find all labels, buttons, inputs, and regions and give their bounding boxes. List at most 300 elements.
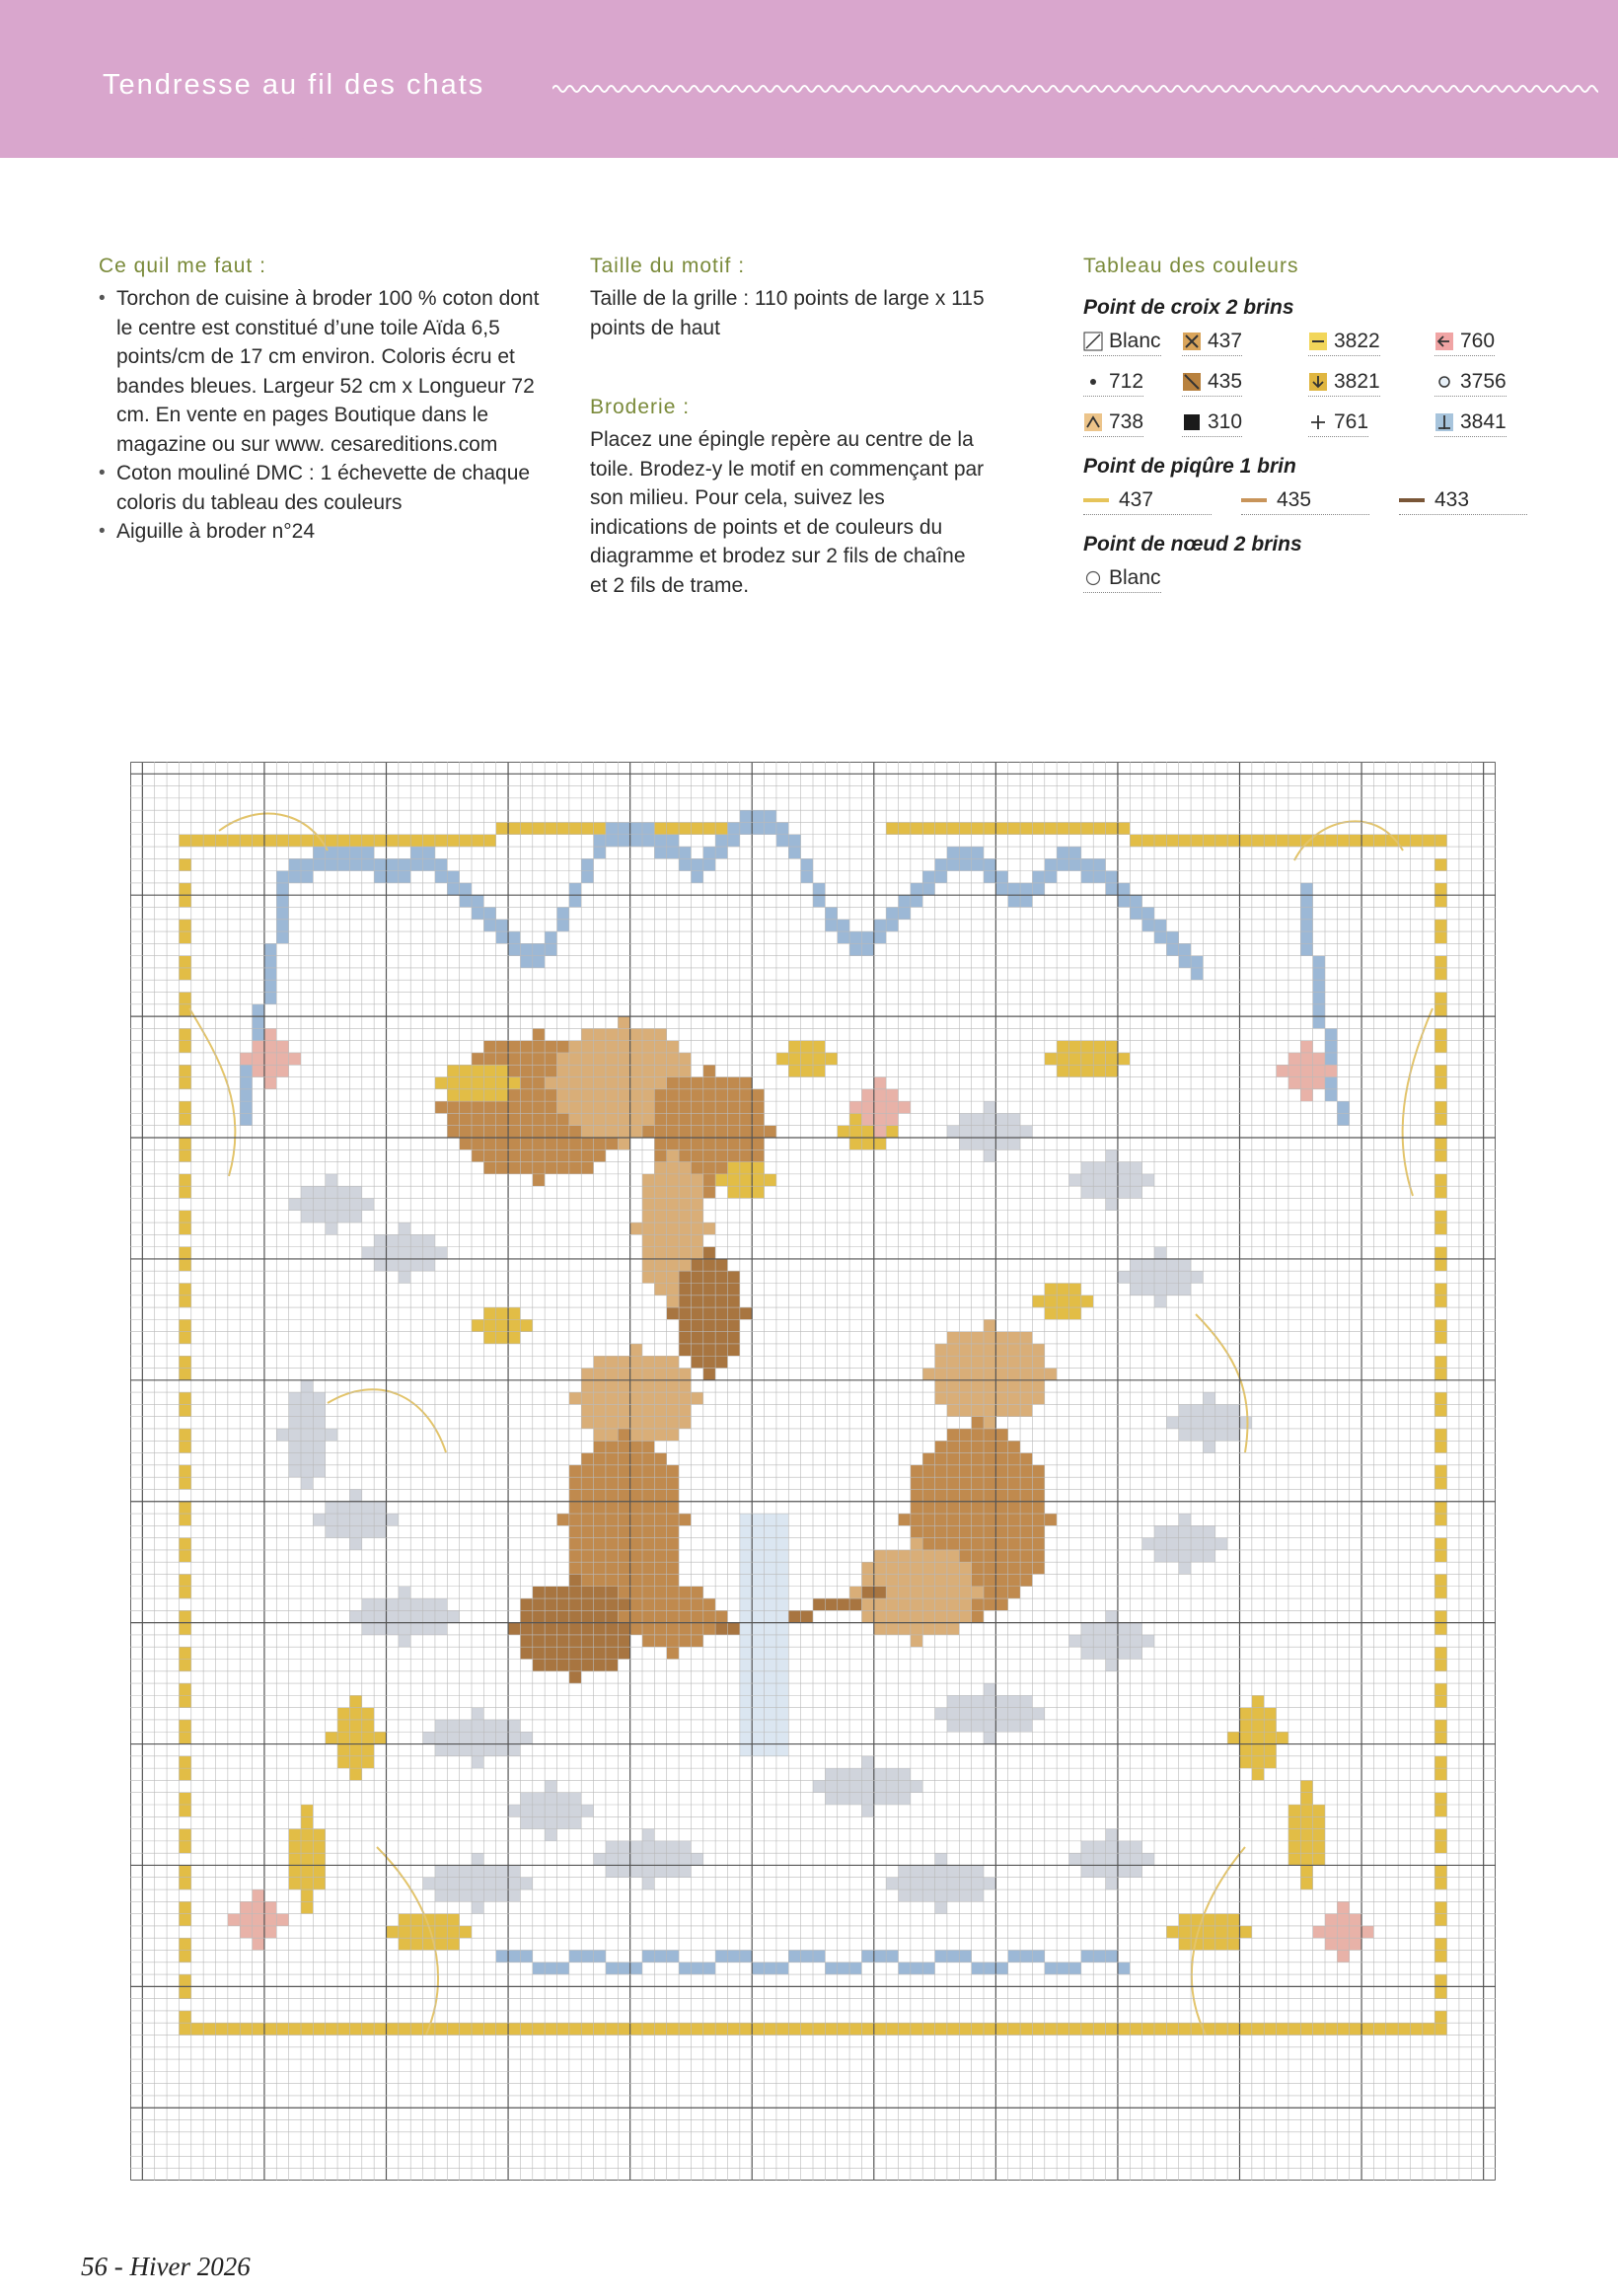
cat-right-stitch [935,1356,947,1368]
jug-stitch [752,1695,764,1707]
cat-right-stitch [947,1356,959,1368]
cat-big-stitch [533,1113,545,1125]
leaf-stitch [289,1429,301,1441]
cat-big-stitch [496,1053,508,1065]
cat-right-stitch [874,1623,886,1635]
cat-big-stitch [606,1028,618,1040]
cat-big-stitch [691,1149,702,1161]
leaf-gold-stitch [838,1126,849,1138]
flower-stitch [886,1101,898,1113]
frame-stitch [1215,2023,1227,2035]
frame-stitch [326,835,337,847]
cat-right-stitch [959,1369,971,1380]
ribbon-stitch [642,835,654,847]
leaf-stitch [362,1610,374,1622]
leaf-stitch [1166,1283,1178,1295]
ribbon-stitch [667,835,679,847]
cat-right-stitch [922,1453,934,1465]
kitten-stitch [618,1404,629,1416]
leaf-stitch [362,1525,374,1537]
cat-right-stitch [935,1538,947,1550]
flower-stitch [1337,1901,1349,1913]
cat-right-stitch [1045,1369,1057,1380]
cat-big-stitch [557,1089,569,1101]
cat-big-stitch [654,1198,666,1210]
cat-right-stitch [1032,1514,1044,1525]
frame-stitch [179,1477,190,1489]
legend-label: 3841 [1460,410,1507,433]
leaf-gold-stitch [1240,1708,1252,1720]
kitten-stitch [642,1477,654,1489]
cat-big-stitch [483,1041,495,1053]
leaf-gold-stitch [496,1319,508,1331]
ribbon-stitch [1300,943,1312,955]
cat-tail-stitch [861,1587,873,1598]
leaf-gold-stitch [788,1053,800,1065]
jug-stitch [776,1550,788,1562]
cat-big-stitch [765,1126,776,1138]
cat-big-stitch [533,1053,545,1065]
leaf-stitch [533,1805,545,1816]
kitten-stitch [533,1598,545,1610]
cat-right-stitch [959,1404,971,1416]
frame-stitch [1434,835,1446,847]
frame-stitch [179,1768,190,1780]
flower-stitch [1350,1938,1361,1950]
cat-right-stitch [922,1514,934,1525]
leaf-stitch [922,1878,934,1889]
frame-stitch [1093,822,1105,834]
frame-stitch [179,895,190,907]
leaf-stitch [508,1889,520,1901]
cat-big-stitch [630,1126,642,1138]
jug-stitch [776,1610,788,1622]
ribbon-stitch [1142,920,1154,931]
kitten-stitch [654,1587,666,1598]
leaf-stitch [520,1878,532,1889]
leaf-gold-stitch [301,1889,313,1901]
leaf-stitch [313,1429,325,1441]
kitten-stitch [569,1671,581,1683]
frame-stitch [545,822,556,834]
cat-big-stitch [654,1041,666,1053]
kitten-stitch [630,1550,642,1562]
cat-right-stitch [947,1574,959,1586]
leaf-stitch [1106,1878,1118,1889]
legend-label: 3821 [1334,370,1380,393]
ribbon-stitch [1081,858,1093,870]
leaf-gold-stitch [1179,1914,1191,1926]
leaf-stitch [460,1865,472,1877]
leaf-stitch [886,1878,898,1889]
frame-stitch [179,1392,190,1404]
frame-stitch [667,822,679,834]
ribbon-stitch [399,871,410,883]
cat-right-stitch [984,1550,995,1562]
cat-right-stitch [922,1369,934,1380]
leaf-gold-stitch [508,1077,520,1089]
ribbon-stitch [545,943,556,955]
ribbon-stitch [630,835,642,847]
cat-big-stitch [691,1089,702,1101]
leaf-stitch [1069,1635,1081,1647]
leaf-stitch [289,1392,301,1404]
leaf-stitch [460,1889,472,1901]
kitten-stitch [606,1538,618,1550]
cat-big-stitch [667,1149,679,1161]
kitten-stitch [642,1635,654,1647]
frame-stitch [1288,2023,1300,2035]
leaf-stitch [435,1878,447,1889]
ribbon-stitch [679,1963,691,1974]
leaf-stitch [1179,1429,1191,1441]
leaf-stitch [1215,1404,1227,1416]
leaf-stitch [508,1865,520,1877]
cat-big-stitch [715,1077,727,1089]
jug-stitch [740,1635,752,1647]
frame-stitch [410,2023,422,2035]
ribbon-stitch [972,847,984,858]
ribbon-stitch [654,847,666,858]
cat-big-stitch [654,1126,666,1138]
frame-stitch [911,822,922,834]
ribbon-stitch [813,895,825,907]
leaf-gold-stitch [337,1708,349,1720]
leaf-stitch [435,1720,447,1732]
flower-stitch [1361,1926,1373,1938]
jug-stitch [740,1660,752,1671]
leaf-stitch [1191,1538,1203,1550]
jug-stitch [740,1538,752,1550]
frame-stitch [191,835,203,847]
kitten-stitch [691,1635,702,1647]
frame-stitch [1434,1865,1446,1877]
frame-stitch [922,2023,934,2035]
flower-stitch [899,1101,911,1113]
cat-right-stitch [959,1441,971,1452]
ribbon-stitch [1106,871,1118,883]
cat-right-stitch [1008,1380,1020,1392]
ribbon-stitch [472,907,483,919]
leaf-stitch [667,1841,679,1853]
frame-stitch [1106,822,1118,834]
ribbon-stitch [922,871,934,883]
ribbon-stitch [1179,943,1191,955]
frame-stitch [179,993,190,1004]
ribbon-stitch [715,835,727,847]
leaf-stitch [326,1186,337,1198]
cat-right-stitch [984,1453,995,1465]
cat-big-stitch [545,1113,556,1125]
cat-big-stitch [581,1138,593,1149]
leaf-gold-stitch [520,1319,532,1331]
ribbon-stitch [838,1963,849,1974]
cat-big-stitch [569,1126,581,1138]
cat-right-stitch [972,1538,984,1550]
kitten-stitch [594,1635,606,1647]
leaf-stitch [362,1247,374,1259]
frame-stitch [1130,2023,1141,2035]
frame-stitch [1434,1041,1446,1053]
cat-right-stitch [995,1441,1007,1452]
cat-big-stitch [483,1101,495,1113]
kitten-stitch [618,1610,629,1622]
leaf-stitch [313,1186,325,1198]
jug-stitch [752,1671,764,1683]
leaf-stitch [1118,1162,1130,1174]
kitten-stitch [642,1369,654,1380]
leaf-stitch [337,1502,349,1514]
leaf-gold-stitch [1252,1756,1264,1768]
leaf-stitch [374,1247,386,1259]
legend-item [1182,370,1242,397]
frame-stitch [337,835,349,847]
flower-stitch [1325,1926,1337,1938]
cat-big-stitch [642,1101,654,1113]
ribbon-stitch [825,1963,837,1974]
kitten-stitch [581,1574,593,1586]
ribbon-stitch [935,858,947,870]
leaf-stitch [947,1708,959,1720]
cat-big-stitch [740,1101,752,1113]
kitten-stitch [630,1344,642,1356]
kitten-stitch [667,1598,679,1610]
frame-stitch [1069,2023,1081,2035]
flower-stitch [1313,1065,1325,1076]
cat-big-stitch [618,1028,629,1040]
frame-stitch [1434,1065,1446,1076]
knot-item [1083,566,1161,593]
flower-stitch [874,1113,886,1125]
legend-item [1182,410,1242,437]
leaf-stitch [947,1878,959,1889]
leaf-stitch [289,1404,301,1416]
leaf-stitch [1130,1865,1141,1877]
ribbon-stitch [899,895,911,907]
frame-stitch [1434,1465,1446,1477]
leaf-stitch [1118,1647,1130,1659]
frame-stitch [179,920,190,931]
leaf-stitch [838,1793,849,1805]
leaf-stitch [472,1878,483,1889]
dot-icon [1083,372,1103,392]
ribbon-stitch [423,858,435,870]
frame-stitch [1434,1247,1446,1259]
leaf-stitch [435,1889,447,1901]
cat-big-stitch [533,1077,545,1089]
leaf-gold-stitch [1252,1708,1264,1720]
cat-big-stitch [691,1186,702,1198]
leaf-stitch [569,1816,581,1828]
kitten-stitch [557,1635,569,1647]
cat-big-stitch [642,1186,654,1198]
leaf-stitch [1130,1186,1141,1198]
leaf-stitch [947,1695,959,1707]
cat-right-stitch [935,1453,947,1465]
kitten-stitch [606,1562,618,1574]
ribbon-stitch [691,858,702,870]
leaf-stitch [1142,1259,1154,1271]
leaf-stitch [1227,1429,1239,1441]
leaf-gold-stitch [472,1077,483,1089]
frame-stitch [1434,968,1446,980]
ribbon-stitch [1118,1963,1130,1974]
frame-stitch [1434,1538,1446,1550]
leaf-stitch [399,1222,410,1234]
leaf-stitch [289,1441,301,1452]
frame-stitch [1081,822,1093,834]
kitten-stitch [606,1489,618,1501]
cat-big-stitch [691,1126,702,1138]
leaf-stitch [460,1732,472,1743]
frame-stitch [179,1865,190,1877]
cat-big-stitch [606,1126,618,1138]
leaf-gold-stitch [313,1853,325,1865]
flower-stitch [1288,1077,1300,1089]
leaf-stitch [874,1768,886,1780]
ribbon-stitch [995,883,1007,895]
ribbon-stitch [801,858,813,870]
jug-stitch [776,1525,788,1537]
ribbon-stitch [410,847,422,858]
leaf-gold-stitch [374,1732,386,1743]
leaf-stitch [679,1841,691,1853]
leaf-gold-stitch [715,1174,727,1186]
kitten-stitch [691,1610,702,1622]
cat-right-stitch [984,1319,995,1331]
frame-stitch [1350,835,1361,847]
kitten-stitch [569,1477,581,1489]
kitten-stitch [606,1380,618,1392]
leaf-stitch [1081,1635,1093,1647]
leaf-stitch [520,1732,532,1743]
leaf-stitch [959,1138,971,1149]
cat-right-stitch [1032,1356,1044,1368]
leaf-gold-stitch [1069,1283,1081,1295]
frame-stitch [179,858,190,870]
cat-big-stitch [654,1138,666,1149]
cat-right-stitch [935,1344,947,1356]
kitten-stitch [569,1587,581,1598]
cat-right-stitch [995,1453,1007,1465]
frame-stitch [667,2023,679,2035]
cat-big-stitch [679,1271,691,1283]
jug-stitch [776,1574,788,1586]
frame-stitch [984,2023,995,2035]
ribbon-stitch [825,920,837,931]
ribbon-stitch [642,822,654,834]
cat-right-stitch [899,1550,911,1562]
frame-stitch [399,2023,410,2035]
frame-stitch [1142,835,1154,847]
jug-stitch [765,1623,776,1635]
kitten-stitch [594,1587,606,1598]
leaf-gold-stitch [447,1065,459,1076]
leaf-stitch [337,1211,349,1222]
kitten-stitch [679,1417,691,1429]
kitten-stitch [594,1417,606,1429]
leaf-stitch [533,1816,545,1828]
cat-big-stitch [545,1138,556,1149]
ribbon-stitch [337,858,349,870]
cat-right-stitch [911,1562,922,1574]
leaf-stitch [1081,1853,1093,1865]
cat-big-stitch [642,1126,654,1138]
ribbon-stitch [1020,883,1032,895]
frame-stitch [1337,835,1349,847]
chart-svg [130,762,1496,2181]
leaf-stitch [654,1865,666,1877]
leaf-stitch [423,1259,435,1271]
leaf-stitch [313,1404,325,1416]
leaf-gold-stitch [410,1926,422,1938]
cat-big-stitch [715,1283,727,1295]
cat-right-stitch [984,1332,995,1344]
frame-stitch [1434,2023,1446,2035]
cat-tail-stitch [801,1610,813,1622]
leaf-stitch [508,1744,520,1756]
cat-right-stitch [886,1587,898,1598]
cat-big-stitch [472,1149,483,1161]
kitten-stitch [679,1587,691,1598]
kitten-stitch [581,1598,593,1610]
leaf-stitch [1142,1853,1154,1865]
leaf-stitch [984,1683,995,1695]
cat-big-stitch [533,1065,545,1076]
leaf-stitch [569,1793,581,1805]
leaf-stitch [594,1853,606,1865]
leaf-gold-stitch [460,1089,472,1101]
cat-right-stitch [922,1477,934,1489]
page-number: 56 - [81,2252,123,2281]
leaf-stitch [423,1623,435,1635]
flower-stitch [289,1053,301,1065]
cat-right-stitch [972,1404,984,1416]
frame-stitch [179,2023,190,2035]
leaf-gold-stitch [1057,1307,1068,1319]
cat-right-stitch [947,1587,959,1598]
leaf-stitch [362,1598,374,1610]
kitten-stitch [606,1587,618,1598]
kitten-stitch [667,1574,679,1586]
cat-right-stitch [911,1598,922,1610]
cat-big-stitch [483,1162,495,1174]
leaf-stitch [972,1113,984,1125]
leaf-stitch [545,1793,556,1805]
flower-stitch [1337,1914,1349,1926]
frame-stitch [179,1138,190,1149]
cat-right-stitch [984,1562,995,1574]
leaf-stitch [825,1780,837,1792]
leaf-stitch [301,1465,313,1477]
ribbon-stitch [581,858,593,870]
frame-stitch [813,2023,825,2035]
cat-right-stitch [861,1574,873,1586]
frame-stitch [1434,883,1446,895]
kitten-stitch [618,1525,629,1537]
motif-title: Taille du motif : [590,255,746,277]
leaf-stitch [654,1841,666,1853]
cat-right-stitch [995,1502,1007,1514]
ribbon-stitch [667,1950,679,1962]
leaf-gold-stitch [1045,1296,1057,1307]
leaf-stitch [984,1113,995,1125]
jug-stitch [765,1720,776,1732]
leaf-stitch [1191,1525,1203,1537]
leaf-stitch [374,1514,386,1525]
leaf-stitch [447,1878,459,1889]
leaf-stitch [301,1404,313,1416]
